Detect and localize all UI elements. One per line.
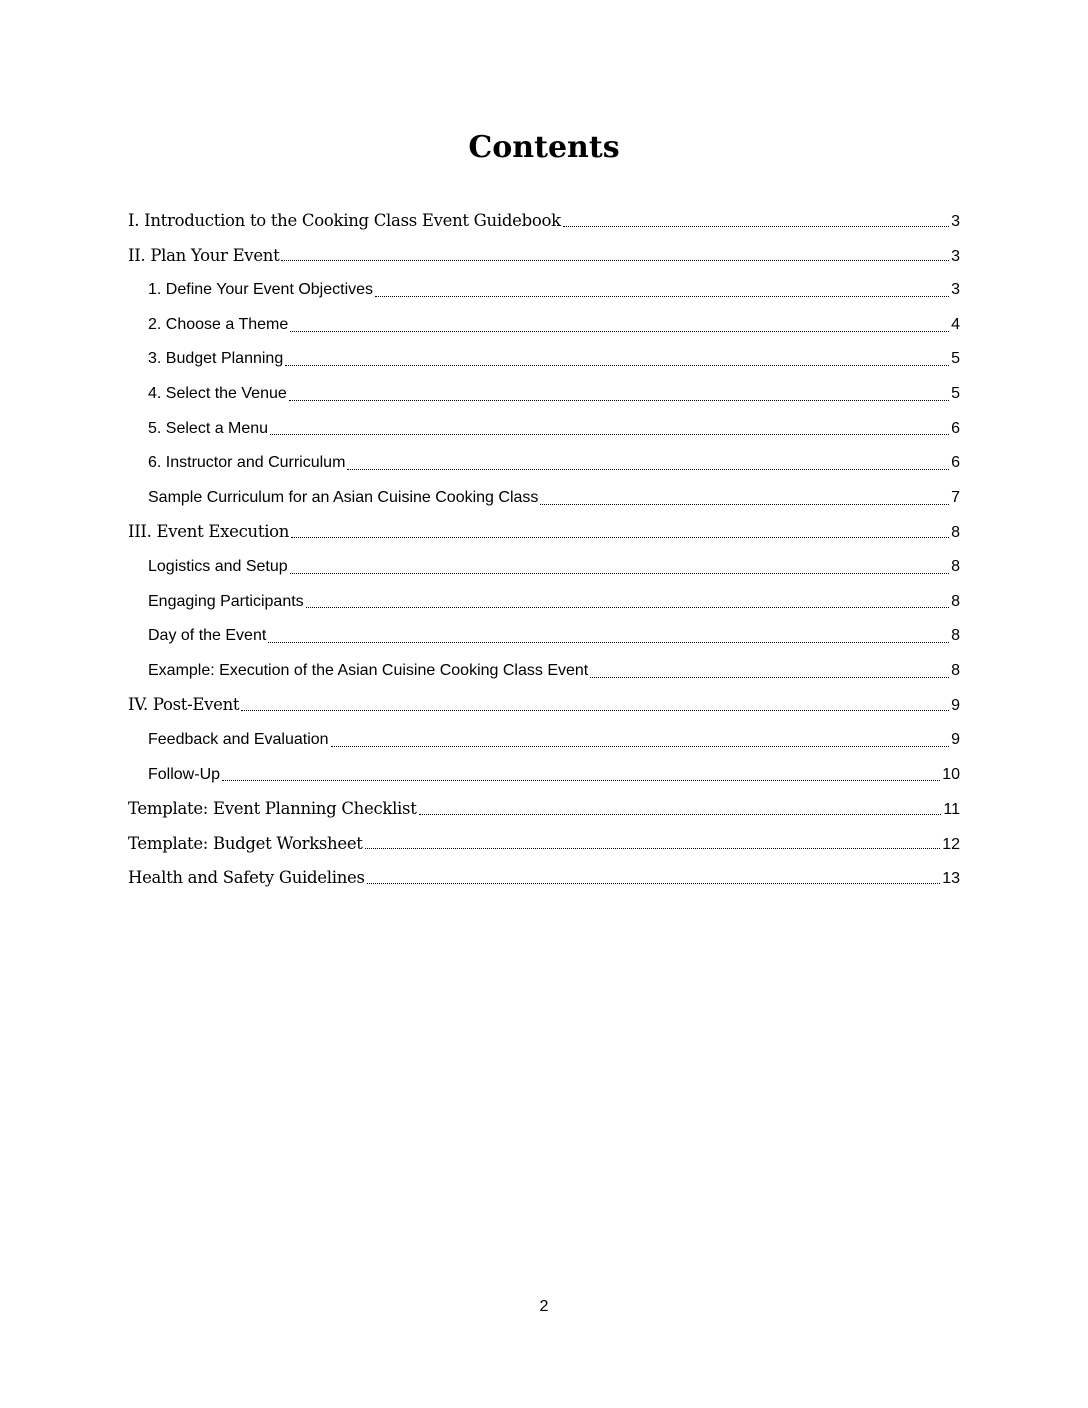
- toc-entry-follow-up[interactable]: [128, 758, 960, 793]
- dot-leader: [590, 677, 949, 678]
- toc-entry-page: 3: [951, 213, 960, 230]
- toc-entry-day-of-event[interactable]: [128, 619, 960, 654]
- dot-leader: [291, 537, 949, 538]
- toc-entry-title: Feedback and Evaluation: [148, 730, 329, 748]
- dot-leader: [306, 607, 949, 608]
- toc-entry-page: 6: [951, 454, 960, 472]
- toc-entry-sample-curriculum[interactable]: [128, 481, 960, 516]
- dot-leader: [268, 642, 949, 643]
- toc-entry-page: 9: [951, 730, 960, 748]
- dot-leader: [290, 331, 949, 332]
- dot-leader: [540, 504, 949, 505]
- dot-leader: [241, 710, 949, 711]
- dot-leader: [270, 434, 949, 435]
- toc-entry-plan-your-event[interactable]: [128, 239, 960, 274]
- dot-leader: [419, 814, 942, 815]
- toc-entry-choose-theme[interactable]: [128, 308, 960, 343]
- toc-entry-select-menu[interactable]: [128, 412, 960, 447]
- toc-entry-page: 8: [951, 524, 960, 542]
- toc-entry-title: 5. Select a Menu: [148, 419, 269, 437]
- toc-entry-page: 7: [951, 488, 960, 506]
- toc-entry-page: 13: [942, 870, 960, 888]
- toc-entry-title: 1. Define Your Event Objectives: [148, 281, 374, 299]
- toc-entry-title: Engaging Participants: [148, 592, 304, 610]
- toc-entry-page: 4: [951, 315, 960, 333]
- toc-entry-event-execution[interactable]: [128, 515, 960, 550]
- toc-entry-select-venue[interactable]: [128, 377, 960, 412]
- toc-entry-define-objectives[interactable]: [128, 273, 960, 308]
- toc-entry-title: 4. Select the Venue: [148, 384, 287, 402]
- toc-entry-title: II. Plan Your Event: [128, 245, 280, 265]
- toc-entry-title: Template: Budget Worksheet: [128, 833, 363, 853]
- toc-entry-title: IV. Post-Event: [128, 695, 240, 715]
- toc-entry-title: Sample Curriculum for an Asian Cuisine Cooking Class: [148, 488, 539, 506]
- toc-entry-health-safety[interactable]: [128, 861, 960, 896]
- toc-entry-title: Day of the Event: [148, 627, 267, 645]
- toc-entry-budget-worksheet[interactable]: [128, 827, 960, 862]
- toc-entry-page: 9: [951, 697, 960, 715]
- page-title: Contents: [468, 130, 620, 165]
- dot-leader: [281, 260, 949, 261]
- toc-entry-title: Template: Event Planning Checklist: [128, 799, 417, 819]
- dot-leader: [365, 848, 941, 849]
- toc-entry-page: 12: [942, 835, 960, 853]
- toc-entry-title: Logistics and Setup: [148, 557, 288, 575]
- toc-entry-title: 6. Instructor and Curriculum: [148, 454, 346, 472]
- dot-leader: [285, 365, 949, 366]
- toc-entry-engaging-participants[interactable]: [128, 585, 960, 620]
- dot-leader: [290, 573, 949, 574]
- toc-entry-page: 5: [951, 384, 960, 402]
- dot-leader: [289, 400, 949, 401]
- toc-entry-budget-planning[interactable]: [128, 342, 960, 377]
- toc-entry-title: 2. Choose a Theme: [148, 315, 289, 333]
- toc-entry-title: III. Event Execution: [128, 522, 290, 542]
- toc-entry-title: Follow-Up: [148, 765, 221, 783]
- dot-leader: [563, 226, 949, 227]
- toc-entry-page: 8: [951, 661, 960, 679]
- dot-leader: [375, 296, 949, 297]
- toc-entry-planning-checklist[interactable]: [128, 792, 960, 827]
- toc-entry-page: 8: [951, 557, 960, 575]
- toc-entry-page: 8: [951, 627, 960, 645]
- toc-entry-title: Health and Safety Guidelines: [128, 868, 365, 888]
- toc-entry-example-execution[interactable]: [128, 654, 960, 689]
- dot-leader: [222, 780, 940, 781]
- toc-entry-page: 6: [951, 419, 960, 437]
- toc-entry-introduction[interactable]: [128, 204, 960, 239]
- toc-entry-page: 3: [951, 247, 960, 265]
- toc-entry-page: 10: [942, 765, 960, 783]
- toc-entry-page: 8: [951, 592, 960, 610]
- dot-leader: [347, 469, 949, 470]
- dot-leader: [331, 746, 950, 747]
- toc-entry-post-event[interactable]: [128, 688, 960, 723]
- toc-entry-title: 3. Budget Planning: [148, 350, 284, 368]
- toc-entry-feedback-evaluation[interactable]: [128, 723, 960, 758]
- page-number: 2: [539, 1298, 549, 1315]
- toc-entry-page: 11: [943, 801, 960, 819]
- toc-entry-instructor-curriculum[interactable]: [128, 446, 960, 481]
- toc-entry-title: Example: Execution of the Asian Cuisine Cooking Class Event: [148, 661, 589, 679]
- toc-entry-title: I. Introduction to the Cooking Class Event Guidebook: [128, 211, 561, 230]
- table-of-contents: [128, 204, 960, 896]
- toc-entry-logistics-setup[interactable]: [128, 550, 960, 585]
- toc-entry-page: 5: [951, 350, 960, 368]
- dot-leader: [367, 883, 941, 884]
- toc-entry-page: 3: [951, 281, 960, 299]
